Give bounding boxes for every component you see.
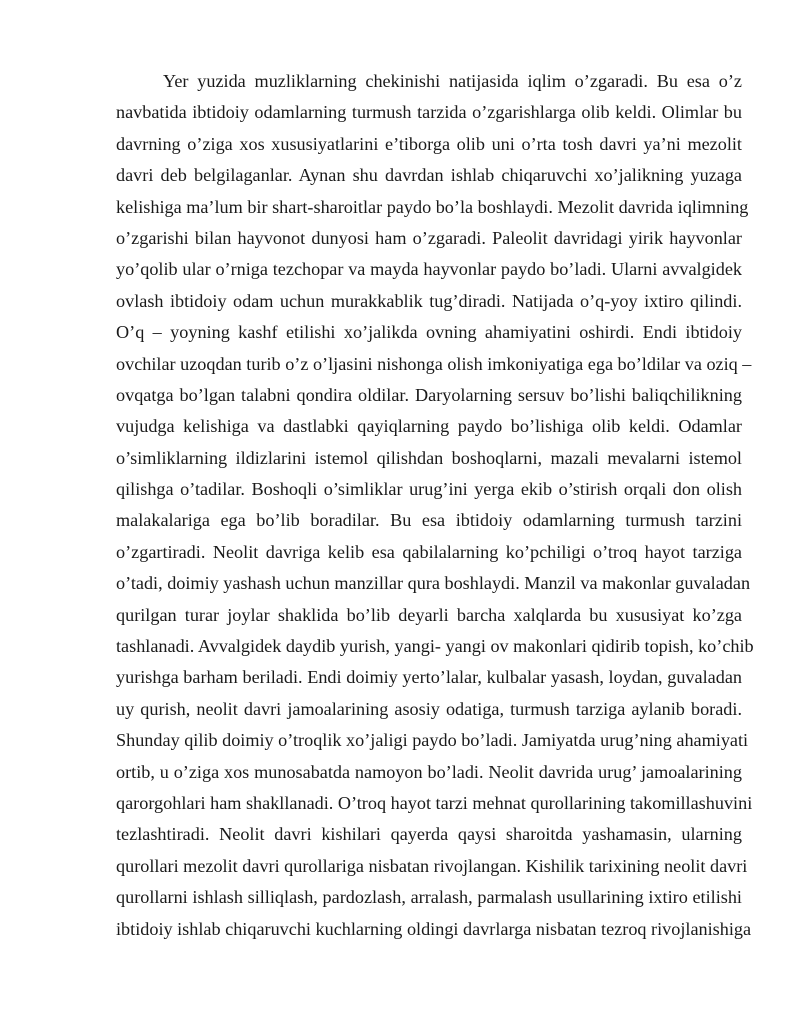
paragraph-line: Yer yuzida muzliklarning chekinishi natijasida iqlim o’zgaradi. Bu esa o’z [163,71,742,91]
body-paragraph [116,66,754,945]
paragraph-line: o’tadi, doimiy yashash uchun manzillar qura boshlaydi. Manzil va makonlar guvaladan [116,573,751,594]
paragraph-line: ibtidoiy ishlab chiqaruvchi kuchlarning oldingi davrlarga nisbatan tezroq rivojlanishiga [116,918,752,939]
paragraph-line: tashlanadi. Avvalgidek daydib yurish, yangi- yangi ov makonlari qidirib topish, ko’chib [116,636,754,657]
paragraph-line: navbatida ibtidoiy odamlarning turmush tarzida o’zgarishlarga olib keldi. Olimlar bu [116,102,742,123]
paragraph-line: o’zgartiradi. Neolit davriga kelib esa qabilalarning ko’pchiligi o’troq hayot tarziga [116,541,742,562]
paragraph-line: Shunday qilib doimiy o’troqlik xo’jaligi paydo bo’ladi. Jamiyatda urug’ning ahamiyati [116,730,749,751]
paragraph-line: yo’qolib ular o’rniga tezchopar va mayda hayvonlar paydo bo’ladi. Ularni avvalgidek [116,259,742,280]
paragraph-line: O’q – yoyning kashf etilishi xo’jalikda ovning ahamiyatini oshirdi. Endi ibtidoiy [116,322,742,343]
paragraph-line: kelishiga ma’lum bir shart-sharoitlar paydo bo’la boshlaydi. Mezolit davrida iqlimning [116,196,749,217]
paragraph-line: davrning o’ziga xos xususiyatlarini e’tiborga olib uni o’rta tosh davri ya’ni mezolit [116,133,742,154]
paragraph-line: vujudga kelishiga va dastlabki qayiqlarning paydo bo’lishiga olib keldi. Odamlar [116,416,742,437]
paragraph-line: qilishga o’tadilar. Boshoqli o’simliklar urug’ini yerga ekib o’stirish orqali don olish [116,479,742,500]
paragraph-line: ovchilar uzoqdan turib o’z o’ljasini nishonga olish imkoniyatiga ega bo’ldilar va oziq – [116,353,752,374]
document-page [116,66,754,945]
paragraph-line: o’simliklarning ildizlarini istemol qilishdan boshoqlarni, mazali mevalarni istemol [116,447,742,468]
paragraph-line: qurollari mezolit davri qurollariga nisbatan rivojlangan. Kishilik tarixining neolit davri [116,855,748,876]
paragraph-line: qurilgan turar joylar shaklida bo’lib deyarli barcha xalqlarda bu xususiyat ko’zga [116,604,742,625]
paragraph-line: tezlashtiradi. Neolit davri kishilari qayerda qaysi sharoitda yashamasin, ularning [116,824,742,845]
paragraph-line: ovqatga bo’lgan talabni qondira oldilar. Daryolarning sersuv bo’lishi baliqchilikning [116,384,742,405]
paragraph-line: yurishga barham beriladi. Endi doimiy yerto’lalar, kulbalar yasash, loydan, guvaladan [116,667,742,688]
paragraph-line: ortib, u o’ziga xos munosabatda namoyon bo’ladi. Neolit davrida urug’ jamoalarining [116,761,742,782]
paragraph-line: qurollarni ishlash silliqlash, pardozlash, arralash, parmalash usullarining ixtiro etilishi [116,887,742,908]
paragraph-line: davri deb belgilaganlar. Aynan shu davrdan ishlab chiqaruvchi xo’jalikning yuzaga [116,165,742,186]
paragraph-line: ovlash ibtidoiy odam uchun murakkablik tug’diradi. Natijada o’q-yoy ixtiro qilindi. [116,290,742,311]
paragraph-line: malakalariga ega bo’lib boradilar. Bu esa ibtidoiy odamlarning turmush tarzini [116,510,742,531]
paragraph-line: o’zgarishi bilan hayvonot dunyosi ham o’zgaradi. Paleolit davridagi yirik hayvonlar [116,227,742,248]
paragraph-line: uy qurish, neolit davri jamoalarining asosiy odatiga, turmush tarziga aylanib boradi. [116,698,742,719]
paragraph-line: qarorgohlari ham shakllanadi. O’troq hayot tarzi mehnat qurollarining takomillashuvini [116,792,753,813]
